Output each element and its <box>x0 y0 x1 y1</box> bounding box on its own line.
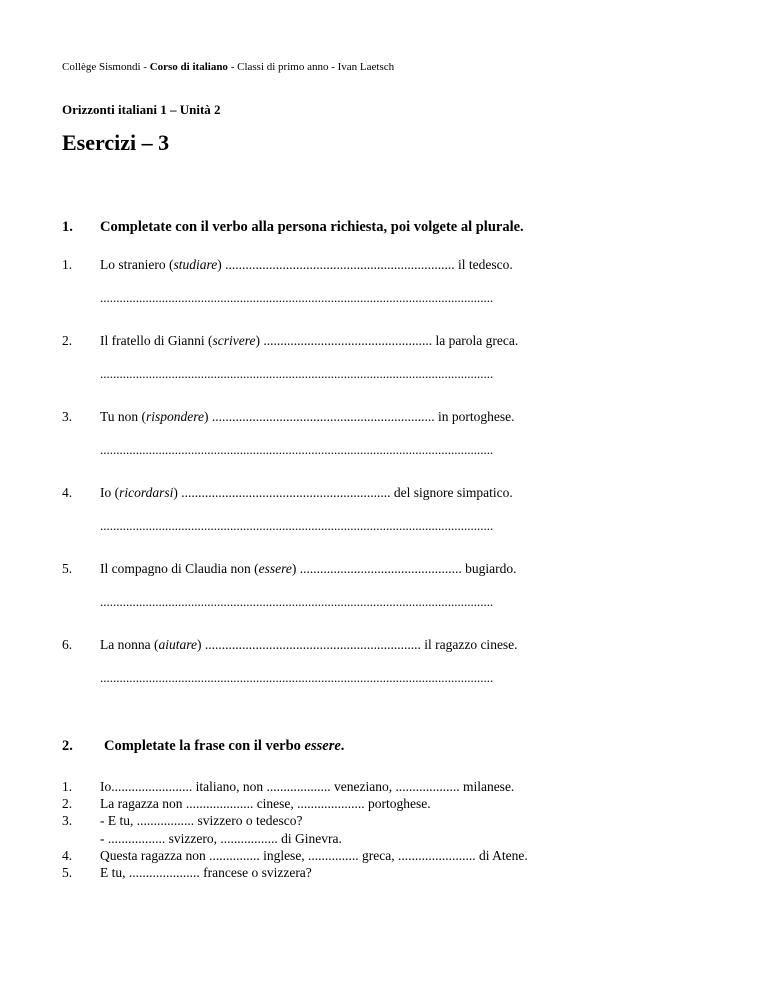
page-header <box>62 61 394 73</box>
sentence-end: ) ................................................................ il ragazzo cinese. <box>196 637 518 652</box>
exercise-number: 4. <box>62 485 73 500</box>
sentence-start: Tu non ( <box>100 409 147 424</box>
verb-infinitive: ricordarsi <box>119 485 174 500</box>
sentence-start: Il fratello di Gianni ( <box>100 333 213 348</box>
plural-answer-line: ......................................................................................................................... <box>100 518 494 533</box>
page-title: Esercizi – 3 <box>62 130 170 155</box>
verb-infinitive: rispondere <box>146 409 205 424</box>
section2-number: 2. <box>62 738 73 754</box>
exercise-sentence <box>100 333 518 349</box>
section1-instruction: Completate con il verbo alla persona richiesta, poi volgete al plurale. <box>100 219 524 235</box>
exercise-number: 2. <box>62 333 73 348</box>
verb-infinitive: studiare <box>173 257 218 272</box>
exercise-number: 2. <box>62 796 73 812</box>
sentence-start: Lo straniero ( <box>100 257 174 272</box>
verb-infinitive: scrivere <box>212 333 256 348</box>
exercise-sentence <box>100 637 518 653</box>
plural-answer-line: ......................................................................................................................... <box>100 442 494 457</box>
section2-instruction-end: . <box>340 738 345 754</box>
sentence-end: ) .............................................................. del signore simpatico. <box>173 485 513 500</box>
exercise-number: 1. <box>62 257 73 272</box>
fill-in-sentence: La ragazza non .................... cinese, .................... portoghese. <box>100 796 431 812</box>
section2-instruction-verb: essere <box>304 738 341 754</box>
sentence-end: ) .................................................................... il tedesco. <box>217 257 513 272</box>
fill-in-sentence: Io........................ italiano, non ................... veneziano, ................... milanese. <box>100 779 515 794</box>
sentence-start: La nonna ( <box>100 637 159 652</box>
sentence-start: Io ( <box>100 485 120 500</box>
sentence-start: Il compagno di Claudia non ( <box>100 561 259 576</box>
header-class-info: - Classi di primo anno - Ivan Laetsch <box>227 61 395 73</box>
exercise-number: 3. <box>62 409 73 424</box>
exercise-number: 6. <box>62 637 73 652</box>
verb-infinitive: aiutare <box>158 637 197 652</box>
fill-in-sentence: - E tu, ................. svizzero o tedesco? <box>100 813 303 829</box>
fill-in-sentence: E tu, ..................... francese o svizzera? <box>100 865 312 880</box>
sentence-end: ) ................................................ bugiardo. <box>291 561 517 576</box>
plural-answer-line: ......................................................................................................................... <box>100 594 494 609</box>
plural-answer-line: ......................................................................................................................... <box>100 290 494 305</box>
header-school: Collège Sismondi - <box>62 61 150 73</box>
section2-instruction-text: Completate la frase con il verbo <box>104 738 305 754</box>
fill-in-sentence: Questa ragazza non ............... inglese, ............... greca, ....................... di Atene. <box>100 847 528 863</box>
exercise-sentence <box>100 561 516 577</box>
exercise-number: 1. <box>62 779 73 794</box>
sentence-end: ) .................................................................. in portoghese. <box>204 409 515 424</box>
exercise-sentence <box>100 257 513 273</box>
fill-in-sentence: - ................. svizzero, ................. di Ginevra. <box>100 830 342 846</box>
header-course: Corso di italiano <box>149 61 228 73</box>
exercise-number: 5. <box>62 865 73 880</box>
sentence-end: ) .................................................. la parola greca. <box>255 333 519 348</box>
exercise-number: 5. <box>62 561 73 576</box>
exercise-sentence <box>100 485 513 501</box>
exercise-number: 3. <box>62 813 73 829</box>
section2-instruction <box>104 738 344 755</box>
verb-infinitive: essere <box>258 561 292 576</box>
document-subtitle: Orizzonti italiani 1 – Unità 2 <box>62 102 221 117</box>
section1-number: 1. <box>62 219 73 235</box>
plural-answer-line: ......................................................................................................................... <box>100 670 494 685</box>
exercise-number: 4. <box>62 847 73 863</box>
exercise-sentence <box>100 409 515 425</box>
plural-answer-line: ......................................................................................................................... <box>100 366 494 381</box>
